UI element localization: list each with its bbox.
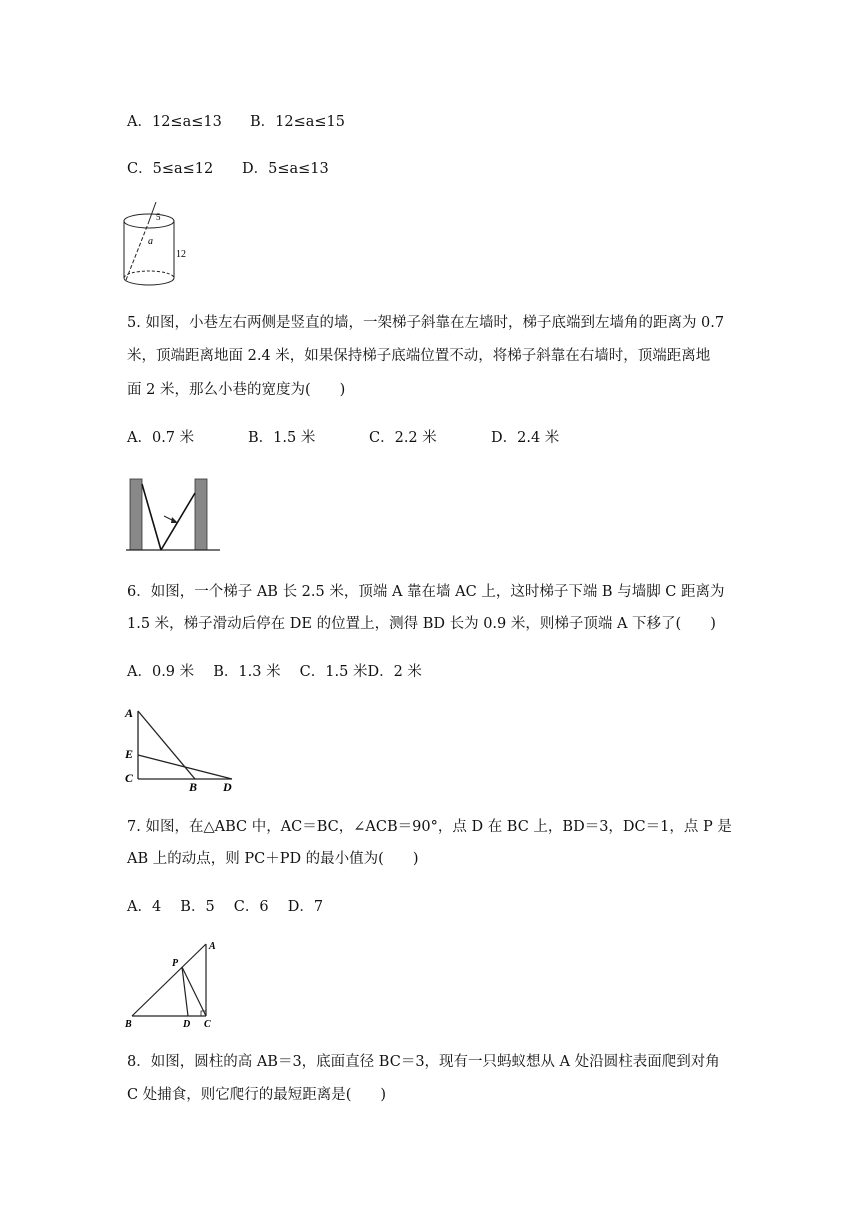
q7-options: A．4 B．5 C．6 D．7 <box>127 899 324 915</box>
label-E: E <box>125 747 134 761</box>
q5-text-line-2: 米，顶端距离地面 2.4 米，如果保持梯子底端位置不动，将梯子斜靠在右墙时，顶端距离地 <box>127 348 711 364</box>
label-12: 12 <box>176 249 186 260</box>
q6-text-line-1: 6．如图，一个梯子 AB 长 2.5 米，顶端 A 靠在墙 AC 上，这时梯子下端 B 与墙脚 C 距离为 <box>127 584 725 600</box>
q4-option-d: D．5≤a≤13 <box>242 161 329 177</box>
label-A: A <box>209 941 216 952</box>
q5-option-c: C．2.2 米 <box>369 430 437 446</box>
q6-text-line-2: 1.5 米，梯子滑动后停在 DE 的位置上，测得 BD 长为 0.9 米，则梯子顶端 A 下移了( ) <box>127 616 716 632</box>
ladder-slide-figure <box>122 703 242 795</box>
label-C: C <box>204 1019 211 1030</box>
q5-option-a: A．0.7 米 <box>127 430 195 446</box>
label-B: B <box>125 1019 132 1030</box>
label-B: B <box>189 780 198 794</box>
label-D: D <box>183 1019 191 1030</box>
q4-option-c: C．5≤a≤12 <box>127 161 214 177</box>
label-a: a <box>148 236 153 247</box>
label-C: C <box>125 771 134 785</box>
q5-text-line-3: 面 2 米，那么小巷的宽度为( ) <box>127 382 346 398</box>
q7-text-line-2: AB 上的动点，则 PC＋PD 的最小值为( ) <box>127 851 419 867</box>
q6-options: A．0.9 米 B．1.3 米 C．1.5 米D．2 米 <box>127 664 422 680</box>
q5-option-b: B．1.5 米 <box>248 430 316 446</box>
q8-text-line-2: C 处捕食，则它爬行的最短距离是( ) <box>127 1087 387 1103</box>
q5-option-d: D．2.4 米 <box>491 430 560 446</box>
q5-text-line-1: 5. 如图，小巷左右两侧是竖直的墙，一架梯子斜靠在左墙时，梯子底端到左墙角的距离为 0.7 <box>127 315 725 331</box>
q4-option-b: B．12≤a≤15 <box>250 114 346 130</box>
alley-ladder-figure <box>126 476 222 554</box>
label-P: P <box>172 958 179 969</box>
q7-text-line-1: 7. 如图，在△ABC 中，AC＝BC，∠ACB＝90°，点 D 在 BC 上，BD＝3，DC＝1，点 P 是 <box>127 819 732 835</box>
cylinder-straw-figure <box>118 198 198 294</box>
label-D: D <box>223 780 232 794</box>
label-5: 5 <box>156 212 161 222</box>
label-A: A <box>125 706 134 720</box>
q8-text-line-1: 8．如图，圆柱的高 AB＝3，底面直径 BC＝3，现有一只蚂蚁想从 A 处沿圆柱表面爬到对角 <box>127 1054 720 1070</box>
q4-option-a: A．12≤a≤13 <box>127 114 222 130</box>
right-triangle-figure <box>120 936 230 1030</box>
